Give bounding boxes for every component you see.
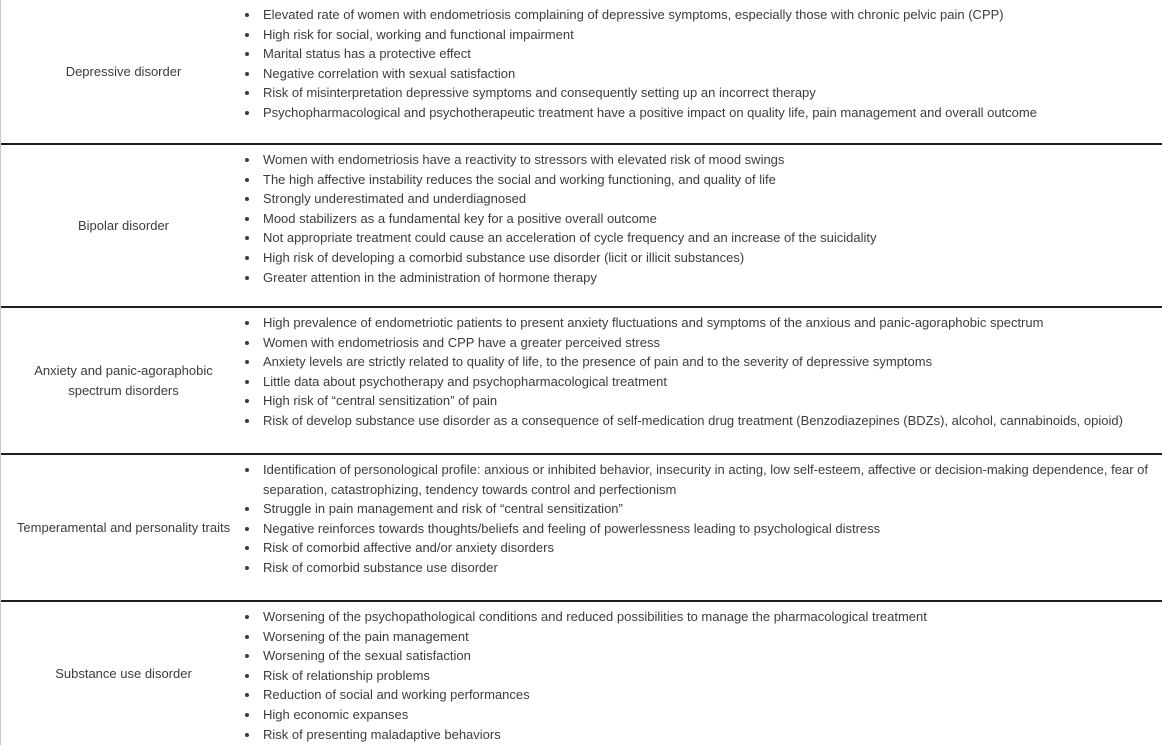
- finding-item: • Marital status has a protective effect: [260, 44, 1148, 64]
- finding-item: • Psychopharmacological and psychotherapeutic treatment have a positive impact on quality life, pain management and overall outcome: [260, 103, 1148, 123]
- findings-list: [246, 460, 1148, 578]
- finding-item: • Greater attention in the administration of hormone therapy: [260, 268, 1148, 288]
- findings-list: [246, 607, 1148, 744]
- disorder-label: Substance use disorder: [55, 665, 192, 681]
- finding-item: • Negative correlation with sexual satisfaction: [260, 64, 1148, 84]
- disorder-label: Bipolar disorder: [77, 217, 170, 233]
- finding-item: • Elevated rate of women with endometriosis complaining of depressive symptoms, especially those with chronic pelvic pain (CPP): [260, 5, 1148, 25]
- disorder-label: Temperamental and personality traits: [16, 519, 231, 535]
- finding-item: • Worsening of the pain management: [260, 627, 1148, 647]
- finding-item: • Reduction of social and working performances: [260, 685, 1148, 705]
- finding-item: • High economic expanses: [260, 705, 1148, 725]
- disorder-label-cell: [1, 602, 246, 745]
- disorder-label: Depressive disorder: [65, 63, 182, 79]
- finding-item: • Not appropriate treatment could cause an acceleration of cycle frequency and an increase of the suicidality: [260, 228, 1148, 248]
- finding-item: • Struggle in pain management and risk of “central sensitization”: [260, 499, 1148, 519]
- finding-item: • High risk for social, working and functional impairment: [260, 25, 1148, 45]
- findings-cell: [246, 0, 1162, 143]
- finding-item: • Anxiety levels are strictly related to quality of life, to the presence of pain and to the severity of depressive symptoms: [260, 352, 1148, 372]
- table-row: [1, 143, 1162, 306]
- finding-item: • Risk of presenting maladaptive behaviors: [260, 725, 1148, 745]
- findings-cell: [246, 602, 1162, 745]
- finding-item: • Risk of develop substance use disorder as a consequence of self-medication drug treatment (Benzodiazepines (BDZs), alcohol, cannabinoids, opioid): [260, 411, 1148, 431]
- findings-cell: [246, 145, 1162, 306]
- table-row: [1, 453, 1162, 600]
- findings-list: [246, 5, 1148, 123]
- disorder-label-cell: [1, 0, 246, 143]
- finding-item: • Risk of relationship problems: [260, 666, 1148, 686]
- comorbidity-table: [1, 0, 1162, 745]
- finding-item: • Risk of comorbid affective and/or anxiety disorders: [260, 538, 1148, 558]
- finding-item: • Strongly underestimated and underdiagnosed: [260, 189, 1148, 209]
- disorder-label-cell: [1, 455, 246, 600]
- finding-item: • High risk of “central sensitization” of pain: [260, 391, 1148, 411]
- disorder-label-cell: [1, 308, 246, 453]
- findings-cell: [246, 308, 1162, 453]
- finding-item: • Worsening of the sexual satisfaction: [260, 646, 1148, 666]
- table-row: [1, 600, 1162, 745]
- finding-item: • Little data about psychotherapy and psychopharmacological treatment: [260, 372, 1148, 392]
- finding-item: • Worsening of the psychopathological conditions and reduced possibilities to manage the pharmacological treatment: [260, 607, 1148, 627]
- finding-item: • High prevalence of endometriotic patients to present anxiety fluctuations and symptoms of the anxious and panic-agoraphobic spectrum: [260, 313, 1148, 333]
- finding-item: • The high affective instability reduces the social and working functioning, and quality of life: [260, 170, 1148, 190]
- findings-cell: [246, 455, 1162, 600]
- table-row: [1, 0, 1162, 143]
- finding-item: • Risk of comorbid substance use disorder: [260, 558, 1148, 578]
- finding-item: • Women with endometriosis have a reactivity to stressors with elevated risk of mood swings: [260, 150, 1148, 170]
- findings-list: [246, 150, 1148, 287]
- disorder-label-cell: [1, 145, 246, 306]
- finding-item: • Mood stabilizers as a fundamental key for a positive overall outcome: [260, 209, 1148, 229]
- finding-item: • Women with endometriosis and CPP have a greater perceived stress: [260, 333, 1148, 353]
- finding-item: • High risk of developing a comorbid substance use disorder (licit or illicit substances): [260, 248, 1148, 268]
- disorder-label: Anxiety and panic-agoraphobic spectrum disorders: [34, 363, 213, 398]
- finding-item: • Risk of misinterpretation depressive symptoms and consequently setting up an incorrect therapy: [260, 83, 1148, 103]
- finding-item: • Negative reinforces towards thoughts/beliefs and feeling of powerlessness leading to psychological distress: [260, 519, 1148, 539]
- finding-item: • Identification of personological profile: anxious or inhibited behavior, insecurity in acting, low self-esteem, affective or decision-making dependence, fear of separation, catastrophizing, tendency towards control and perfectionism: [260, 460, 1148, 499]
- table-row: [1, 306, 1162, 453]
- findings-list: [246, 313, 1148, 431]
